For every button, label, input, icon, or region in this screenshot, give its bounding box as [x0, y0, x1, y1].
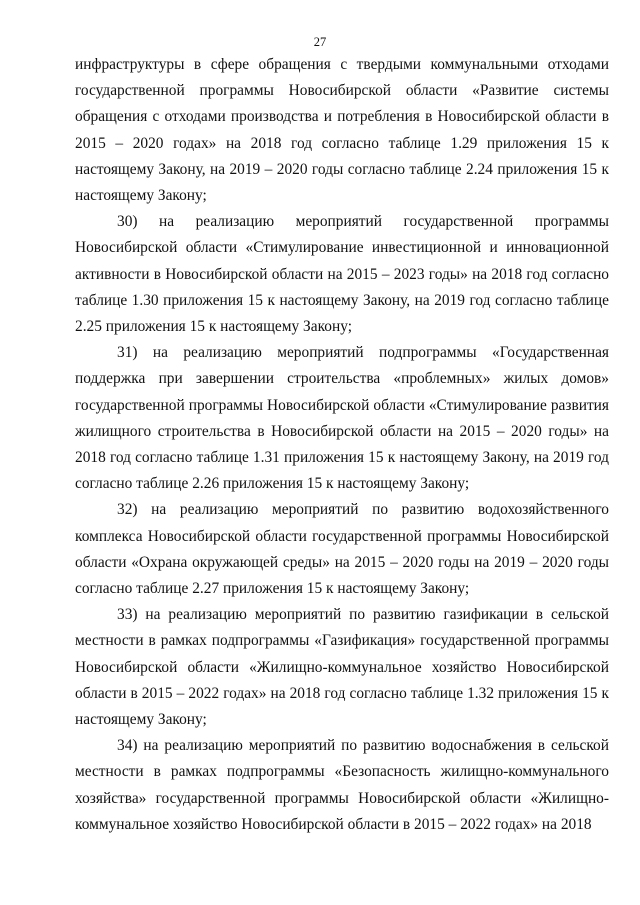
paragraph-item-33: 33) на реализацию мероприятий по развитию газификации в сельской местности в рамках подпрограммы «Газификация» государственной программы Новосибирской области «Жилищно-коммунальное хозяйство Новосибирской области в 2015 – 2022 годах» на 2018 год согласно таблице 1.32 приложения 15 к настоящему Закону;	[75, 606, 609, 729]
page-number: 27	[313, 35, 327, 49]
paragraph-item-31: 31) на реализацию мероприятий подпрограммы «Государственная поддержка при завершении строительства «проблемных» жилых домов» государственной программы Новосибирской области «Стимулирование развития жилищного строительства в Новосибирской области на 2015 – 2020 годы» на 2018 год согласно таблице 1.31 приложения 15 к настоящему Закону, на 2019 год согласно таблице 2.26 приложения 15 к настоящему Закону;	[75, 344, 609, 493]
paragraph-item-30: 30) на реализацию мероприятий государственной программы Новосибирской области «Стимулирование инвестиционной и инновационной активности в Новосибирской области на 2015 – 2023 годы» на 2018 год согласно таблице 1.30 приложения 15 к настоящему Закону, на 2019 год согласно таблице 2.25 приложения 15 к настоящему Закону;	[75, 213, 609, 336]
document-body	[75, 52, 609, 838]
paragraph-continuation: инфраструктуры в сфере обращения с твердыми коммунальными отходами государственной программы Новосибирской области «Развитие системы обращения с отходами производства и потребления в Новосибирской области в 2015 – 2020 годах» на 2018 год согласно таблице 1.29 приложения 15 к настоящему Закону, на 2019 – 2020 годы согласно таблице 2.24 приложения 15 к настоящему Закону;	[75, 56, 609, 205]
paragraph-item-32: 32) на реализацию мероприятий по развитию водохозяйственного комплекса Новосибирской области государственной программы Новосибирской области «Охрана окружающей среды» на 2015 – 2020 годы на 2019 – 2020 годы согласно таблице 2.27 приложения 15 к настоящему Закону;	[75, 501, 609, 598]
paragraph-item-34: 34) на реализацию мероприятий по развитию водоснабжения в сельской местности в рамках подпрограммы «Безопасность жилищно-коммунального хозяйства» государственной программы Новосибирской области «Жилищно-коммунальное хозяйство Новосибирской области в 2015 – 2022 годах» на 2018	[75, 737, 609, 833]
